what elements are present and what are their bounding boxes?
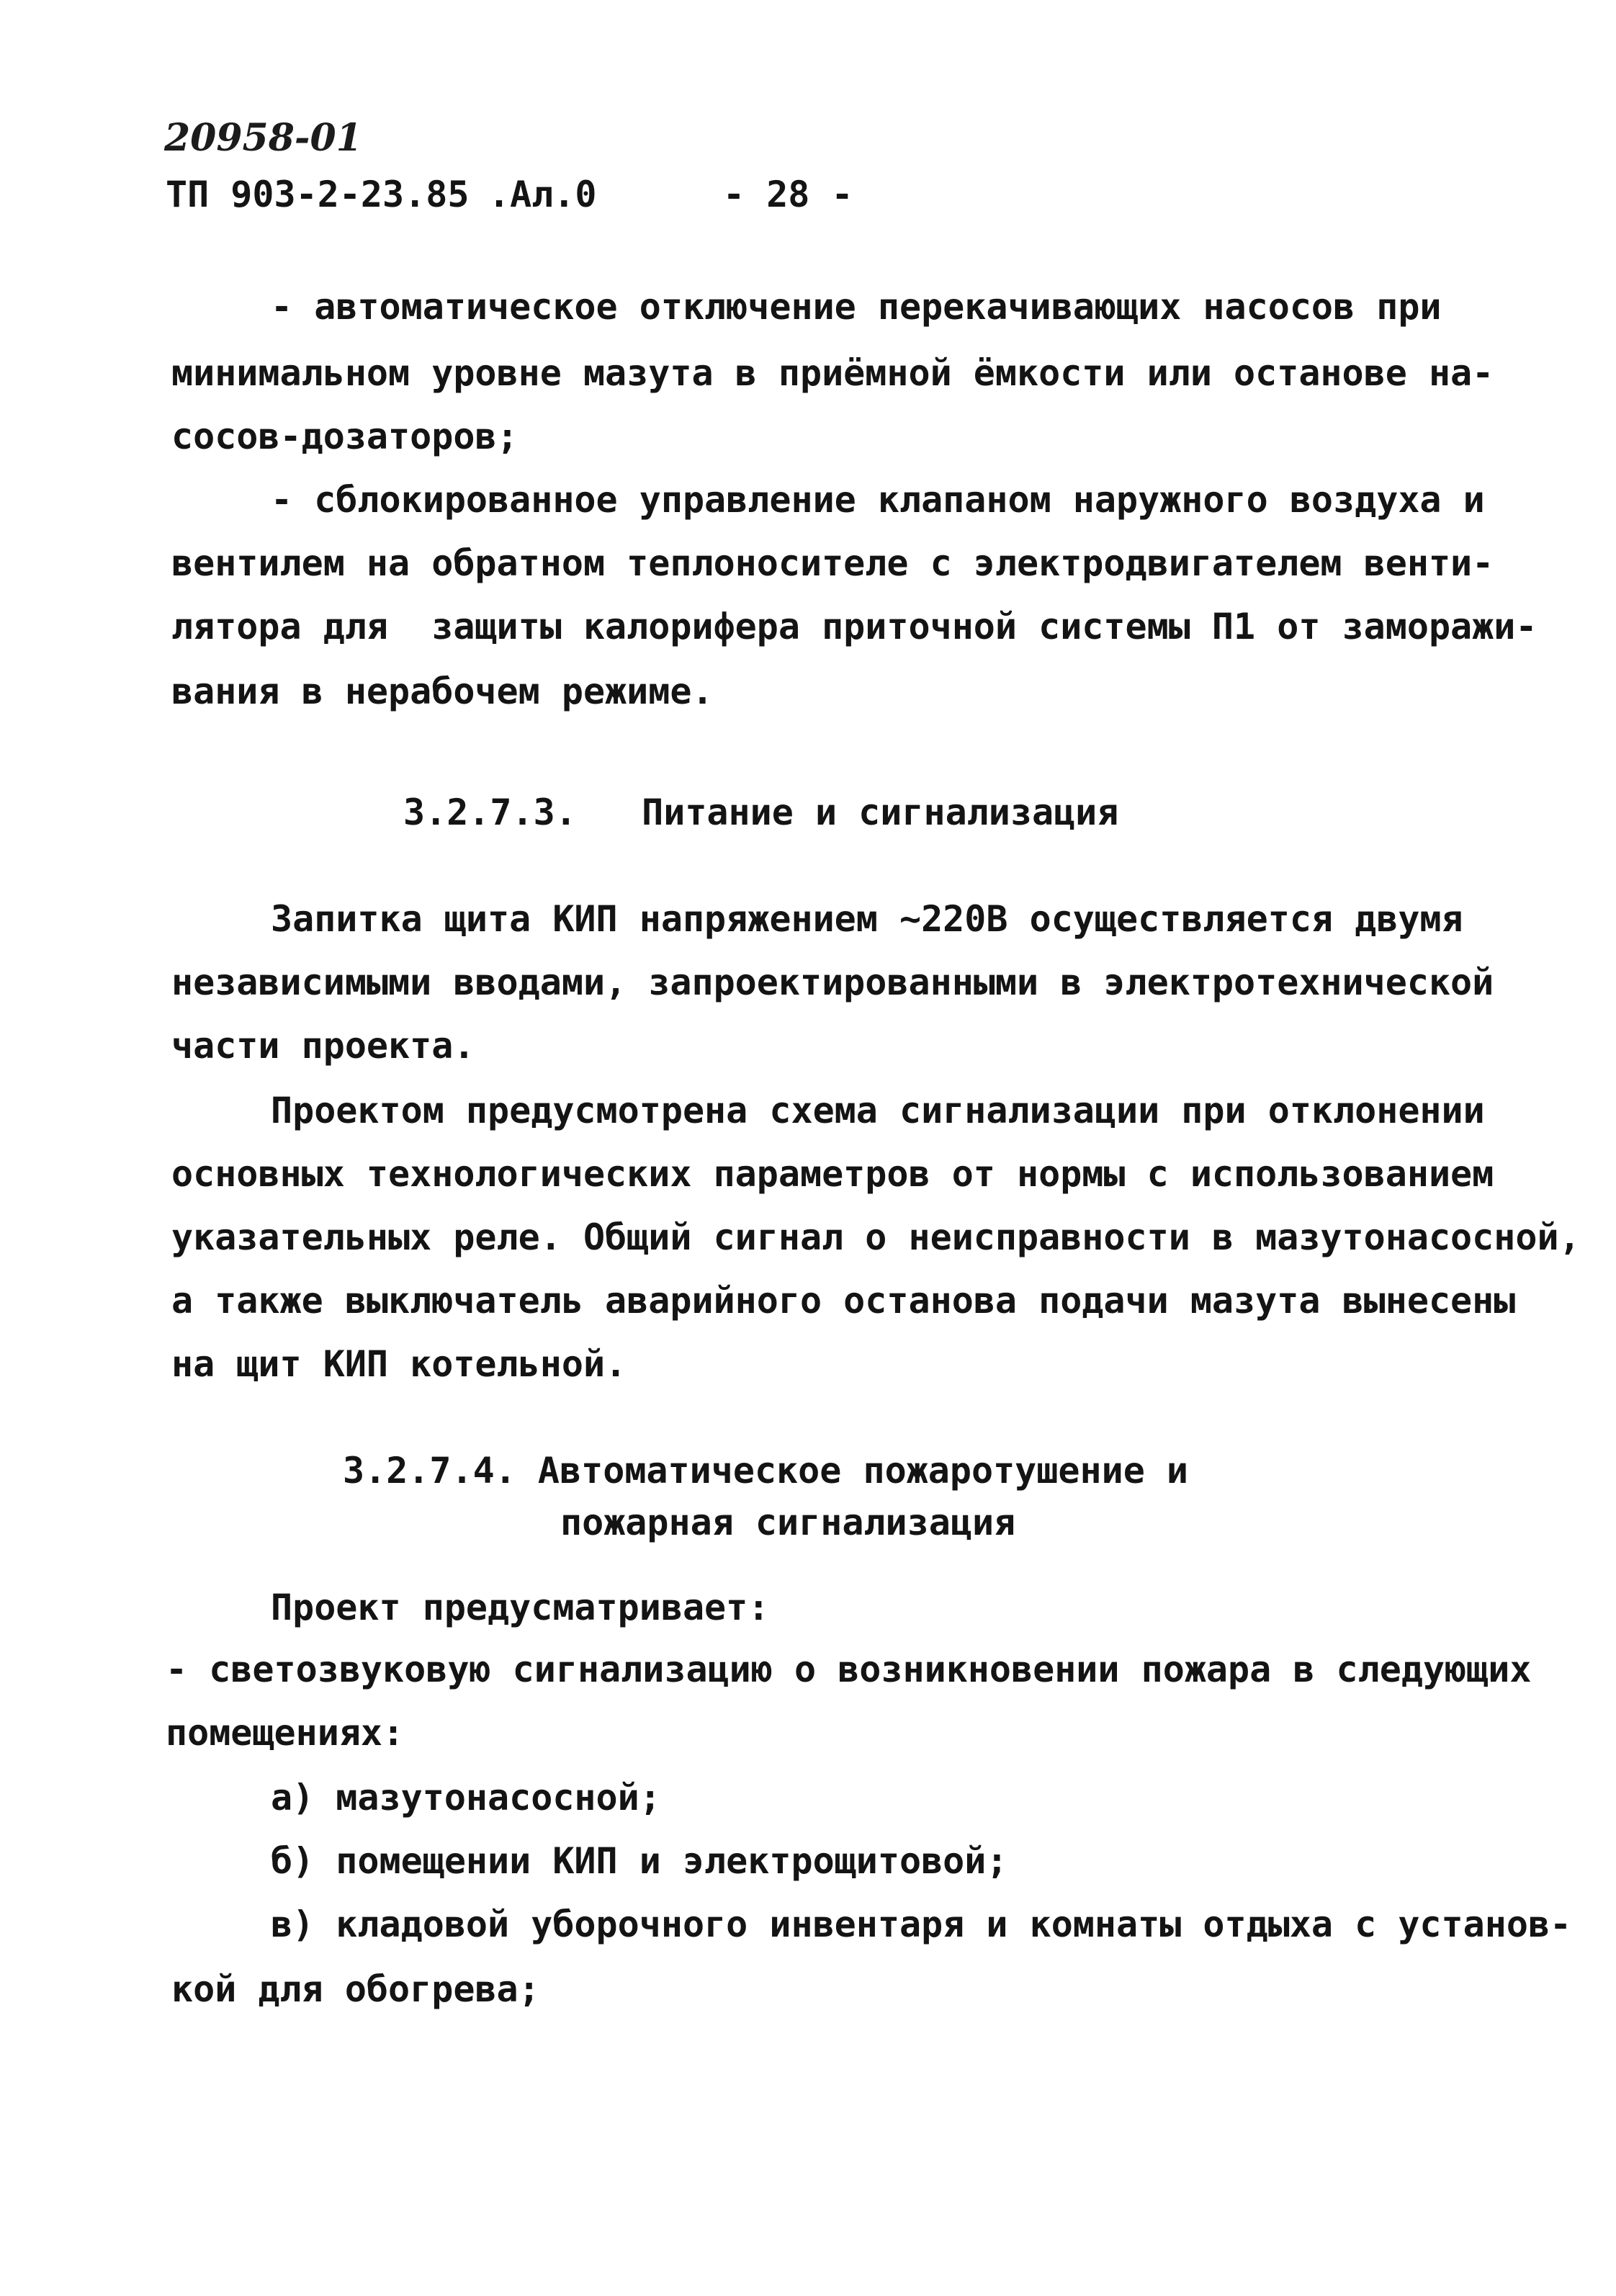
- text-line: Проект предусматривает:: [271, 1587, 770, 1628]
- text-line: Запитка щита КИП напряжением ~220В осуществляется двумя: [271, 898, 1463, 940]
- text-line: минимальном уровне мазута в приёмной ёмкости или останове на-: [171, 352, 1494, 394]
- text-line: сосов-дозаторов;: [171, 416, 519, 457]
- document-code: ТП 903-2-23.85: [166, 174, 470, 215]
- section-heading-3-2-7-3: 3.2.7.3. Питание и сигнализация: [403, 792, 1119, 833]
- text-line: указательных реле. Общий сигнал о неисправности в мазутонасосной,: [171, 1216, 1581, 1258]
- list-item: а) мазутонасосной;: [271, 1777, 661, 1819]
- page-number: - 28 -: [723, 174, 853, 215]
- text-line: на щит КИП котельной.: [171, 1343, 627, 1385]
- section-heading-3-2-7-4: 3.2.7.4. Автоматическое пожаротушение и: [343, 1450, 1188, 1492]
- text-line: Проектом предусмотрена схема сигнализации при отклонении: [271, 1090, 1485, 1131]
- text-line: основных технологических параметров от нормы с использованием: [171, 1153, 1494, 1195]
- album-number: .Ал.0: [488, 174, 597, 215]
- handwritten-inventory-number: 20958-01: [164, 116, 362, 160]
- text-line: - светозвуковую сигнализацию о возникновении пожара в следующих: [166, 1649, 1532, 1690]
- text-line: вания в нерабочем режиме.: [171, 671, 714, 712]
- text-line: - автоматическое отключение перекачивающих насосов при: [271, 286, 1442, 328]
- list-item: в) кладовой уборочного инвентаря и комнаты отдыха с установ-: [271, 1903, 1572, 1945]
- text-line: помещениях:: [166, 1712, 405, 1754]
- list-item: кой для обогрева;: [171, 1968, 540, 2010]
- text-line: лятора для защиты калорифера приточной системы П1 от заморажи-: [171, 606, 1538, 647]
- list-item: б) помещении КИП и электрощитовой;: [271, 1840, 1008, 1882]
- text-line: - сблокированное управление клапаном наружного воздуха и: [271, 479, 1485, 521]
- text-line: а также выключатель аварийного останова подачи мазута вынесены: [171, 1280, 1516, 1322]
- text-line: вентилем на обратном теплоносителе с электродвигателем венти-: [171, 542, 1494, 584]
- text-line: независимыми вводами, запроектированными в электротехнической: [171, 961, 1494, 1003]
- section-heading-continuation: пожарная сигнализация: [560, 1502, 1016, 1543]
- text-line: части проекта.: [171, 1025, 475, 1067]
